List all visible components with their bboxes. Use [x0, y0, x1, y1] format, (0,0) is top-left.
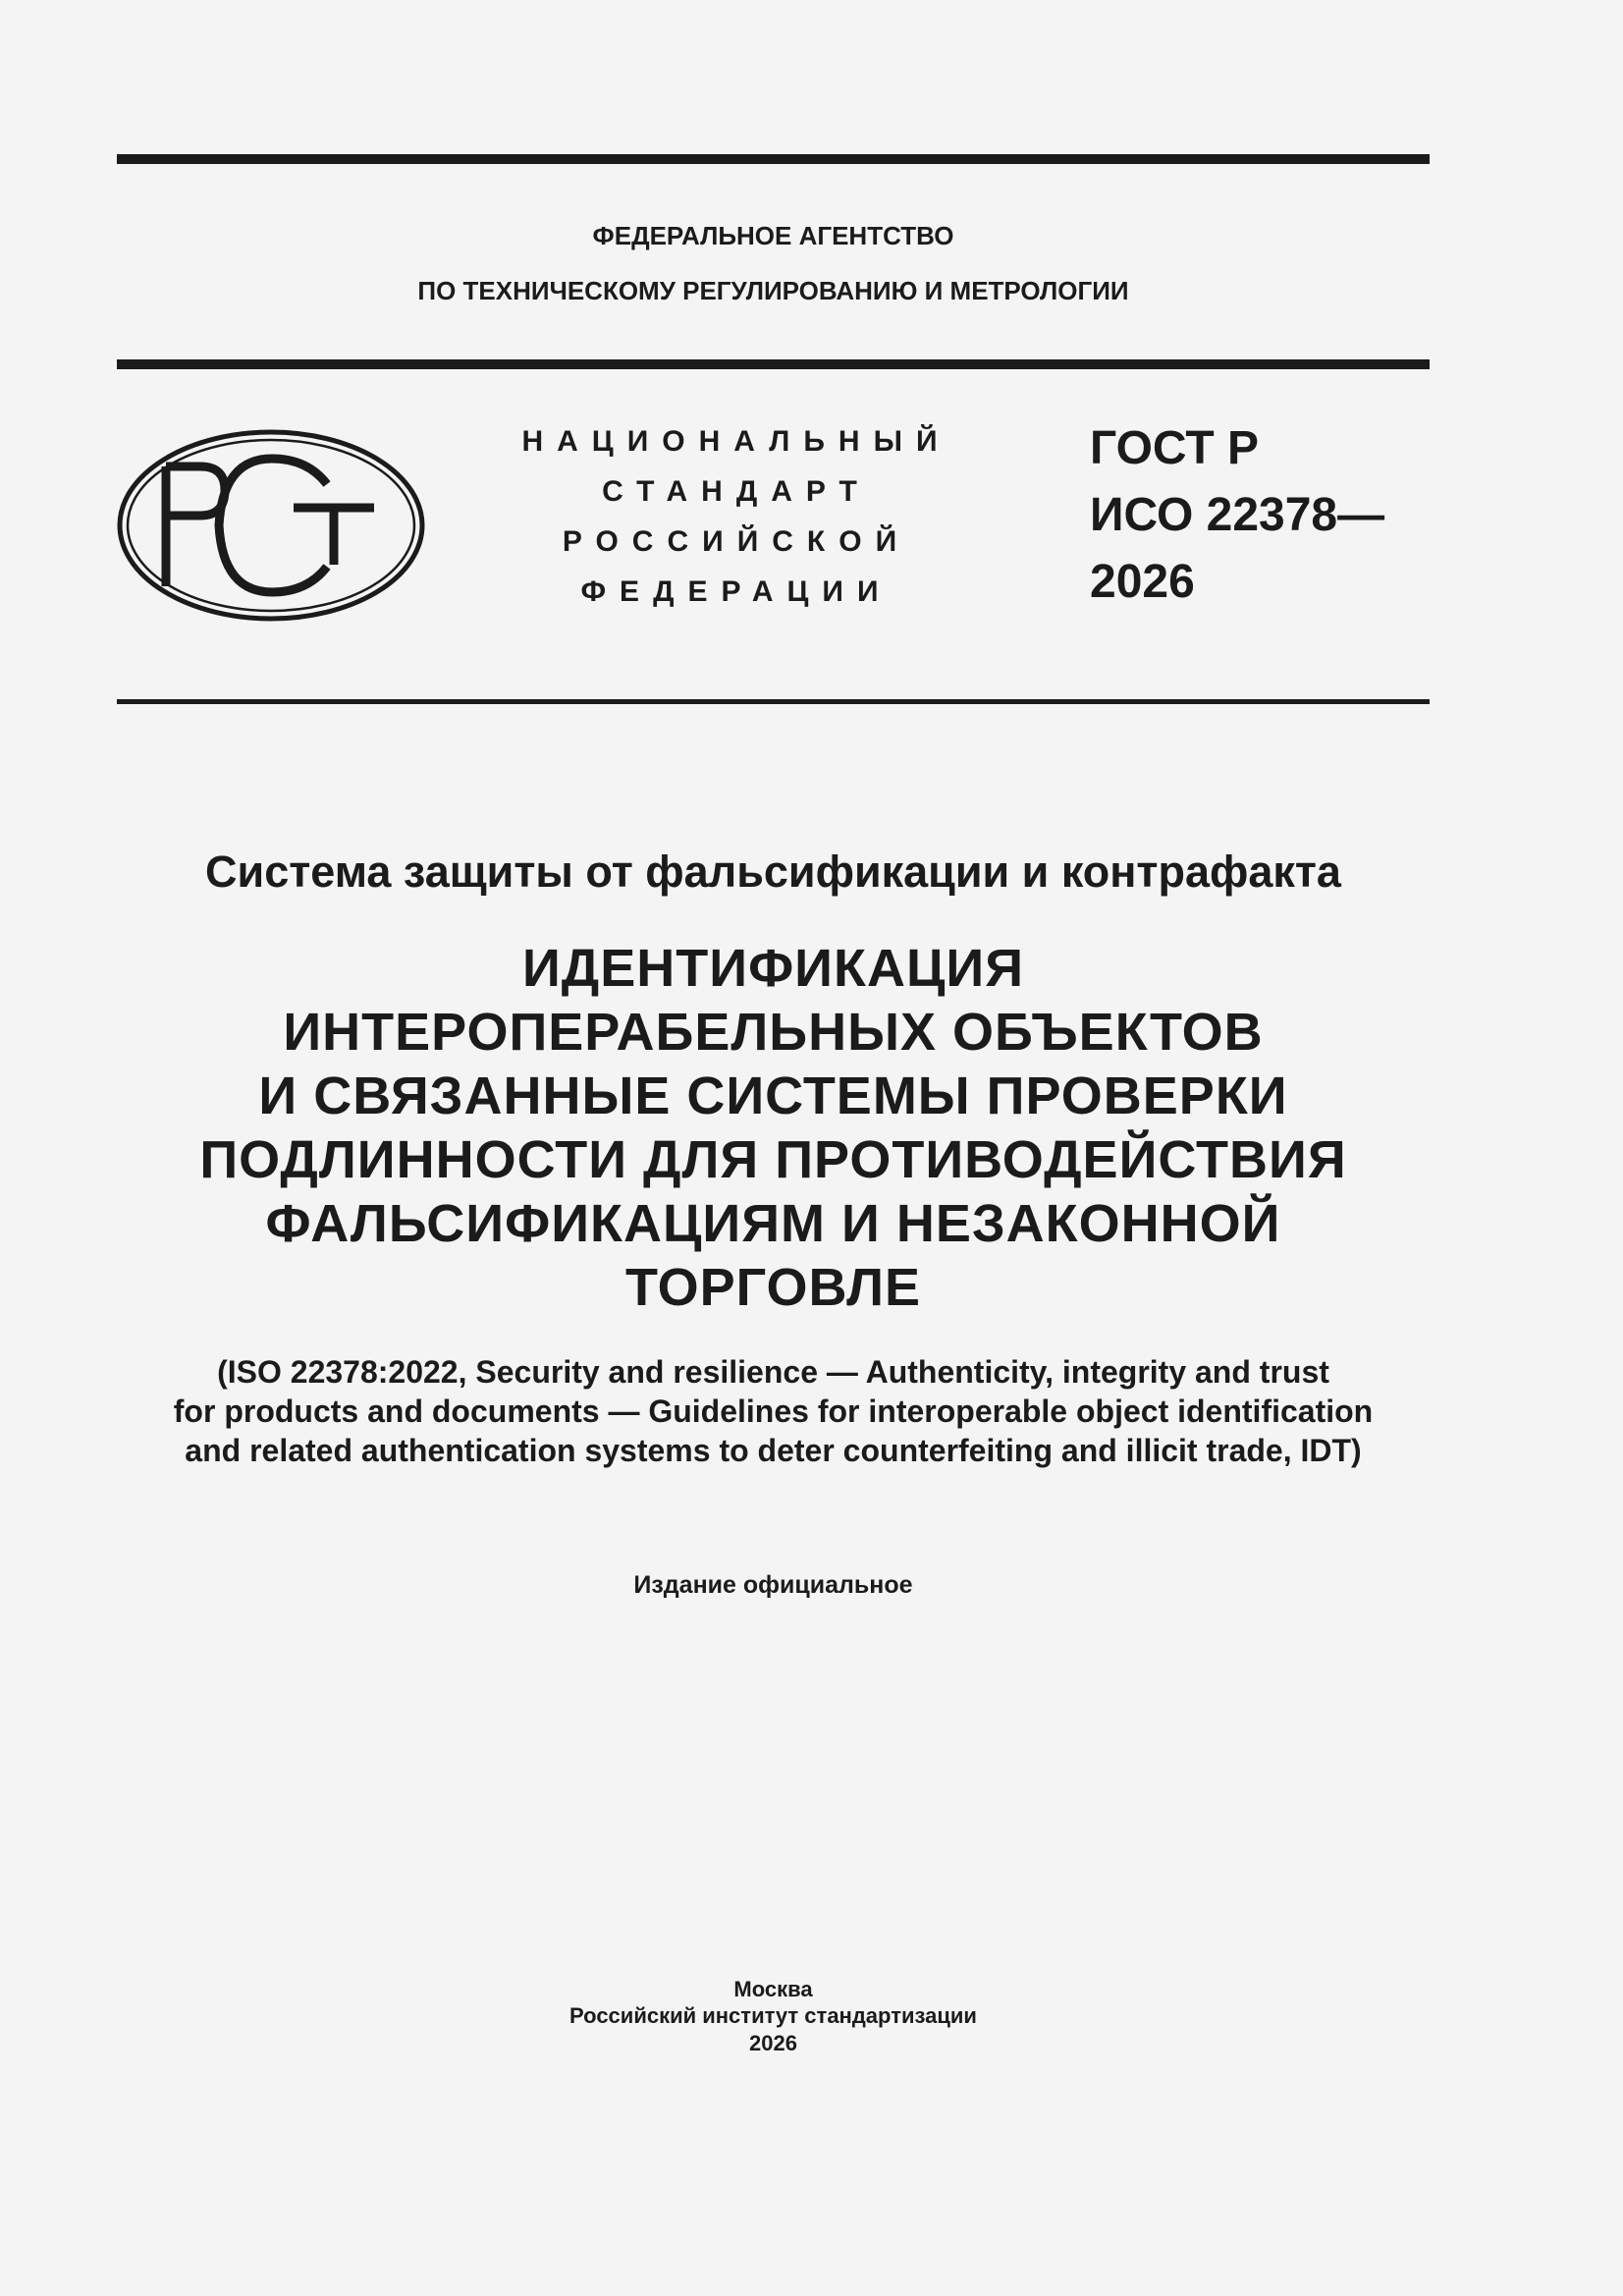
- header-rule: [117, 359, 1430, 369]
- agency-line-1: ФЕДЕРАЛЬНОЕ АГЕНТСТВО: [592, 221, 954, 250]
- imprint-year: 2026: [749, 2031, 797, 2055]
- agency-line-2: ПО ТЕХНИЧЕСКОМУ РЕГУЛИРОВАНИЮ И МЕТРОЛОГИИ: [417, 276, 1129, 305]
- main-title-line: И СВЯЗАННЫЕ СИСТЕМЫ ПРОВЕРКИ: [258, 1066, 1288, 1125]
- imprint-city: Москва: [733, 1977, 813, 2001]
- system-title: Система защиты от фальсификации и контрафакта: [205, 847, 1341, 897]
- designation-line-1: ГОСТ Р: [1090, 422, 1260, 474]
- top-rule: [117, 154, 1430, 164]
- national-standard-line-2: СТАНДАРТ: [602, 475, 871, 508]
- edition-label: Издание официальное: [633, 1571, 913, 1599]
- national-standard-line-3: РОССИЙСКОЙ: [562, 525, 911, 558]
- main-title-line: ФАЛЬСИФИКАЦИЯМ И НЕЗАКОННОЙ: [265, 1194, 1281, 1253]
- designation-line-2: ИСО 22378—: [1090, 489, 1385, 541]
- main-title-line: ПОДЛИННОСТИ ДЛЯ ПРОТИВОДЕЙСТВИЯ: [199, 1130, 1347, 1189]
- main-title-line: ИДЕНТИФИКАЦИЯ: [521, 939, 1025, 998]
- main-title-line: ТОРГОВЛЕ: [624, 1258, 922, 1317]
- iso-reference-line: and related authentication systems to deter counterfeiting and illicit trade, IDT): [185, 1433, 1362, 1468]
- iso-reference-line: (ISO 22378:2022, Security and resilience — Authenticity, integrity and trust: [217, 1354, 1329, 1390]
- main-title-line: ИНТЕРОПЕРАБЕЛЬНЫХ ОБЪЕКТОВ: [283, 1003, 1264, 1062]
- designation-line-3: 2026: [1090, 556, 1195, 608]
- national-standard-line-4: ФЕДЕРАЦИИ: [580, 575, 893, 608]
- logo-section-rule: [117, 699, 1430, 704]
- national-standard-line-1: НАЦИОНАЛЬНЫЙ: [521, 425, 951, 458]
- rst-logo-icon: [117, 429, 425, 622]
- iso-reference-line: for products and documents — Guidelines for interoperable object identification: [173, 1394, 1374, 1429]
- imprint-publisher: Российский институт стандартизации: [569, 2003, 977, 2028]
